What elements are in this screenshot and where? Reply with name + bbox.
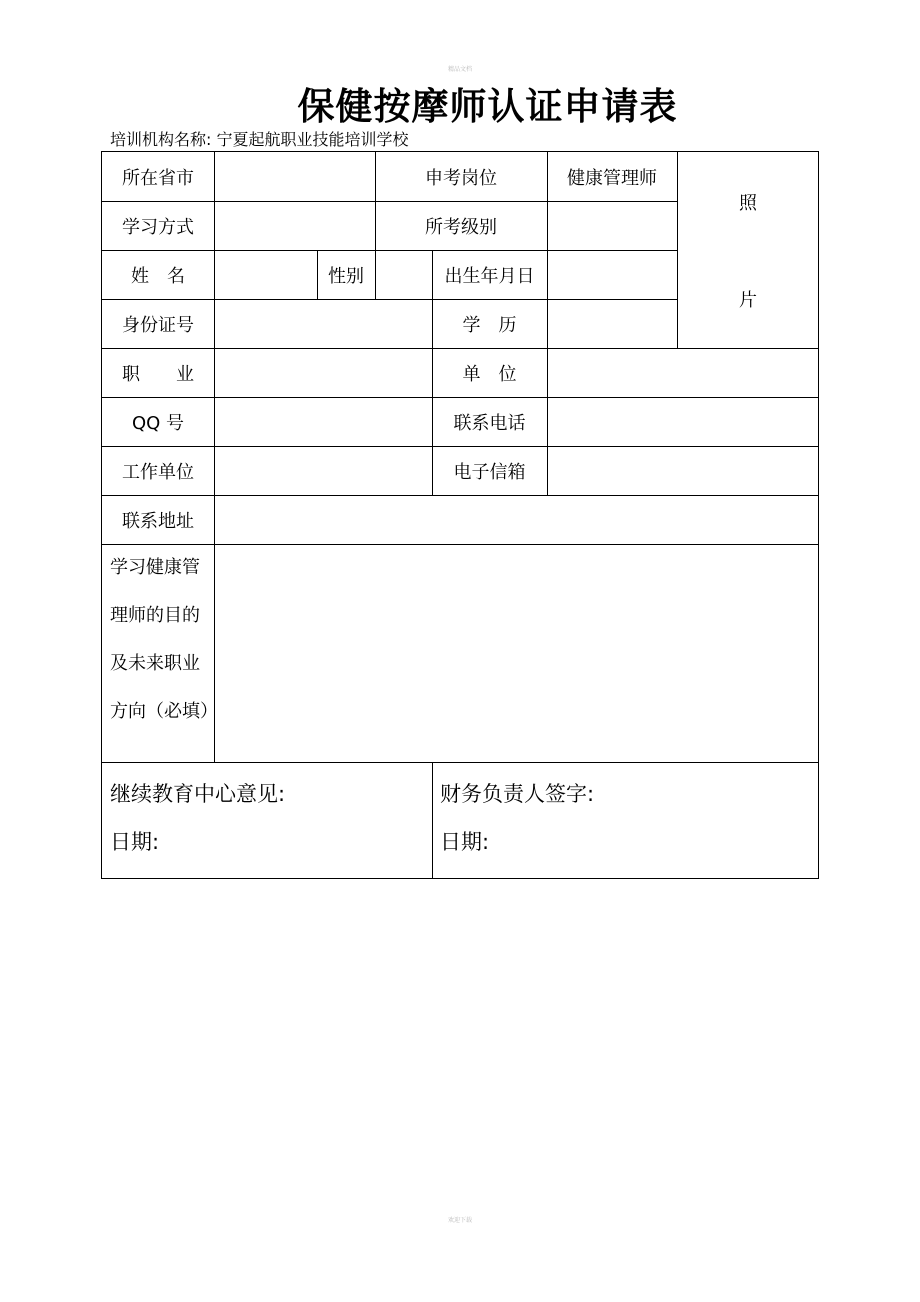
center-opinion-label: 继续教育中心意见:	[110, 782, 286, 806]
phone-field[interactable]	[548, 397, 819, 446]
label-name: 姓 名	[131, 265, 185, 287]
photo-box[interactable]	[677, 152, 819, 348]
purpose-label-line: 及未来职业	[110, 653, 200, 674]
label-work-unit: 工作单位	[122, 461, 194, 483]
label-unit: 单 位	[462, 363, 517, 385]
organization-label: 培训机构名称:	[110, 130, 212, 149]
label-gender: 性别	[328, 265, 364, 287]
organization-name: 宁夏起航职业技能培训学校	[216, 130, 409, 149]
purpose-field[interactable]	[215, 545, 819, 762]
label-education: 学 历	[462, 314, 517, 336]
label-email: 电子信箱	[453, 461, 526, 483]
watermark-bottom: 欢迎下载	[447, 1217, 472, 1224]
center-date-label: 日期:	[110, 830, 160, 854]
center-opinion-block	[110, 770, 285, 866]
exam-position-value: 健康管理师	[567, 167, 657, 189]
finance-sign-block	[440, 770, 594, 866]
purpose-label-line: 方向（必填）	[110, 701, 218, 722]
label-address: 联系地址	[122, 510, 194, 532]
birth-date-field[interactable]	[548, 250, 677, 299]
name-field[interactable]	[215, 250, 317, 299]
label-occupation: 职 业	[122, 363, 194, 385]
label-id-number: 身份证号	[122, 314, 194, 336]
purpose-label-line: 理师的目的	[110, 605, 200, 626]
address-field[interactable]	[215, 495, 819, 544]
label-exam-level: 所考级别	[425, 216, 497, 238]
label-phone: 联系电话	[453, 412, 526, 434]
watermark-top: 精品文档	[447, 66, 472, 73]
work-unit-field[interactable]	[215, 446, 432, 495]
province-city-field[interactable]	[215, 152, 375, 201]
qq-field[interactable]	[215, 397, 432, 446]
photo-label-1: 照	[739, 193, 757, 214]
application-form-table	[101, 151, 819, 879]
label-birth-date: 出生年月日	[444, 265, 535, 287]
unit-field[interactable]	[548, 348, 819, 397]
label-purpose	[110, 544, 218, 736]
label-study-mode: 学习方式	[122, 216, 194, 238]
label-province-city: 所在省市	[122, 167, 194, 189]
education-field[interactable]	[548, 299, 677, 348]
purpose-label-line: 学习健康管	[110, 557, 200, 578]
gender-field[interactable]	[376, 250, 432, 299]
label-qq: QQ 号	[131, 412, 185, 434]
organization-line	[110, 127, 409, 150]
email-field[interactable]	[548, 446, 819, 495]
id-number-field[interactable]	[215, 299, 432, 348]
photo-label-2: 片	[739, 290, 757, 311]
exam-level-field[interactable]	[548, 201, 677, 250]
study-mode-field[interactable]	[215, 201, 375, 250]
form-title: 保健按摩师认证申请表	[297, 84, 678, 128]
finance-date-label: 日期:	[440, 830, 490, 854]
finance-sign-label: 财务负责人签字:	[440, 782, 595, 806]
occupation-field[interactable]	[215, 348, 432, 397]
label-exam-position: 申考岗位	[425, 167, 497, 189]
